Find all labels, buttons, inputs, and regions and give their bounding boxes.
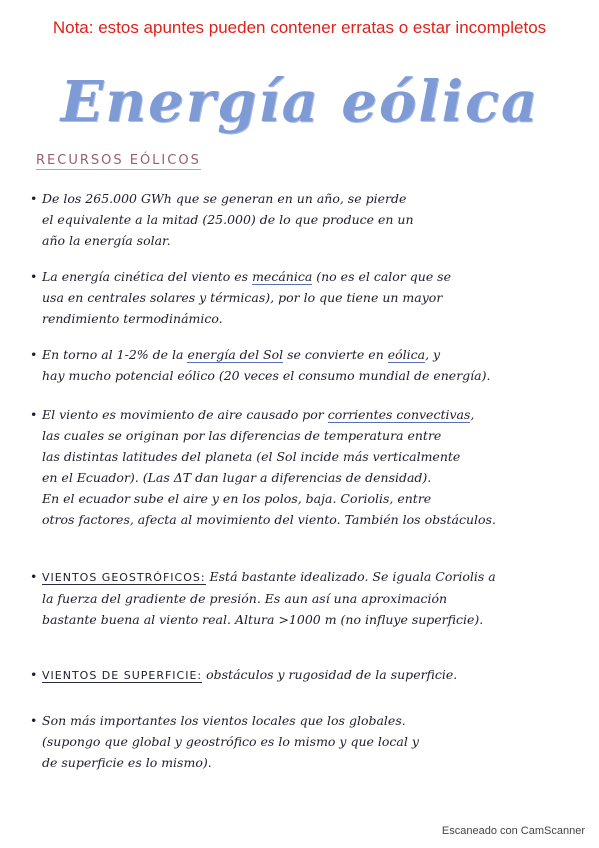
bullet-line: (supongo que global y geostrófico es lo mismo y que local y	[42, 734, 419, 749]
bullet-dot: •	[30, 713, 38, 728]
bullet-line: El viento es movimiento de aire causado por	[42, 407, 328, 422]
bullet-line: obstáculos y rugosidad de la superficie.	[202, 667, 458, 682]
bullet-line: año la energía solar.	[42, 233, 171, 248]
underlined-term: eólica	[387, 347, 426, 362]
bullet-line: en el Ecuador). (Las ΔT dan lugar a diferencias de densidad).	[42, 470, 432, 485]
bullet-geostrophic-winds	[30, 566, 578, 630]
bullet-wind-origin	[30, 404, 578, 530]
bullet-dot: •	[30, 347, 38, 362]
bullet-dot: •	[30, 667, 38, 682]
bullet-kinetic-energy	[30, 266, 578, 329]
bullet-line: ,	[470, 407, 475, 422]
bullet-line: La energía cinética del viento es	[42, 269, 253, 284]
subheading: VIENTOS DE SUPERFICIE:	[42, 669, 203, 682]
disclaimer-note: Nota: estos apuntes pueden contener erratas o estar incompletos	[52, 18, 547, 37]
bullet-line: rendimiento termodinámico.	[42, 311, 223, 326]
bullet-dot: •	[30, 269, 38, 284]
bullet-dot: •	[30, 407, 38, 422]
scanner-watermark: Escaneado con CamScanner	[441, 825, 585, 837]
page-title: Energía eólica	[60, 69, 540, 135]
bullet-line: De los 265.000 GWh que se generan en un año, se pierde	[42, 191, 407, 206]
bullet-line: En torno al 1-2% de la	[42, 347, 188, 362]
bullet-dot: •	[30, 191, 38, 206]
bullet-line: hay mucho potencial eólico (20 veces el consumo mundial de energía).	[42, 368, 491, 383]
bullet-generation	[30, 188, 578, 251]
bullet-line: las distintas latitudes del planeta (el Sol incide más verticalmente	[42, 449, 461, 464]
bullet-line: En el ecuador sube el aire y en los polos, baja. Coriolis, entre	[42, 491, 432, 506]
bullet-surface-winds	[30, 664, 578, 686]
bullet-line: , y	[425, 347, 441, 362]
bullet-line: otros factores, afecta al movimiento del viento. También los obstáculos.	[42, 512, 496, 527]
bullet-line: bastante buena al viento real. Altura >1000 m (no influye superficie).	[42, 612, 484, 627]
bullet-line: usa en centrales solares y térmicas), por lo que tiene un mayor	[42, 290, 443, 305]
bullet-line: se convierte en	[283, 347, 388, 362]
underlined-term: energía del Sol	[187, 347, 284, 362]
underlined-term: mecánica	[252, 269, 313, 284]
subheading: VIENTOS GEOSTRÓFICOS:	[42, 571, 206, 584]
bullet-local-winds	[30, 710, 578, 773]
bullet-line: (no es el calor que se	[312, 269, 451, 284]
bullet-dot: •	[30, 569, 38, 584]
bullet-line: Son más importantes los vientos locales que los globales.	[42, 713, 406, 728]
underlined-term: corrientes convectivas	[327, 407, 471, 422]
bullet-solar-fraction	[30, 344, 578, 386]
section-heading: RECURSOS EÓLICOS	[36, 153, 201, 168]
bullet-line: el equivalente a la mitad (25.000) de lo que produce en un	[42, 212, 414, 227]
bullet-line: la fuerza del gradiente de presión. Es aun así una aproximación	[42, 591, 448, 606]
bullet-line: de superficie es lo mismo).	[42, 755, 212, 770]
bullet-line: las cuales se originan por las diferencias de temperatura entre	[42, 428, 442, 443]
bullet-line: Está bastante idealizado. Se iguala Coriolis a	[205, 569, 496, 584]
